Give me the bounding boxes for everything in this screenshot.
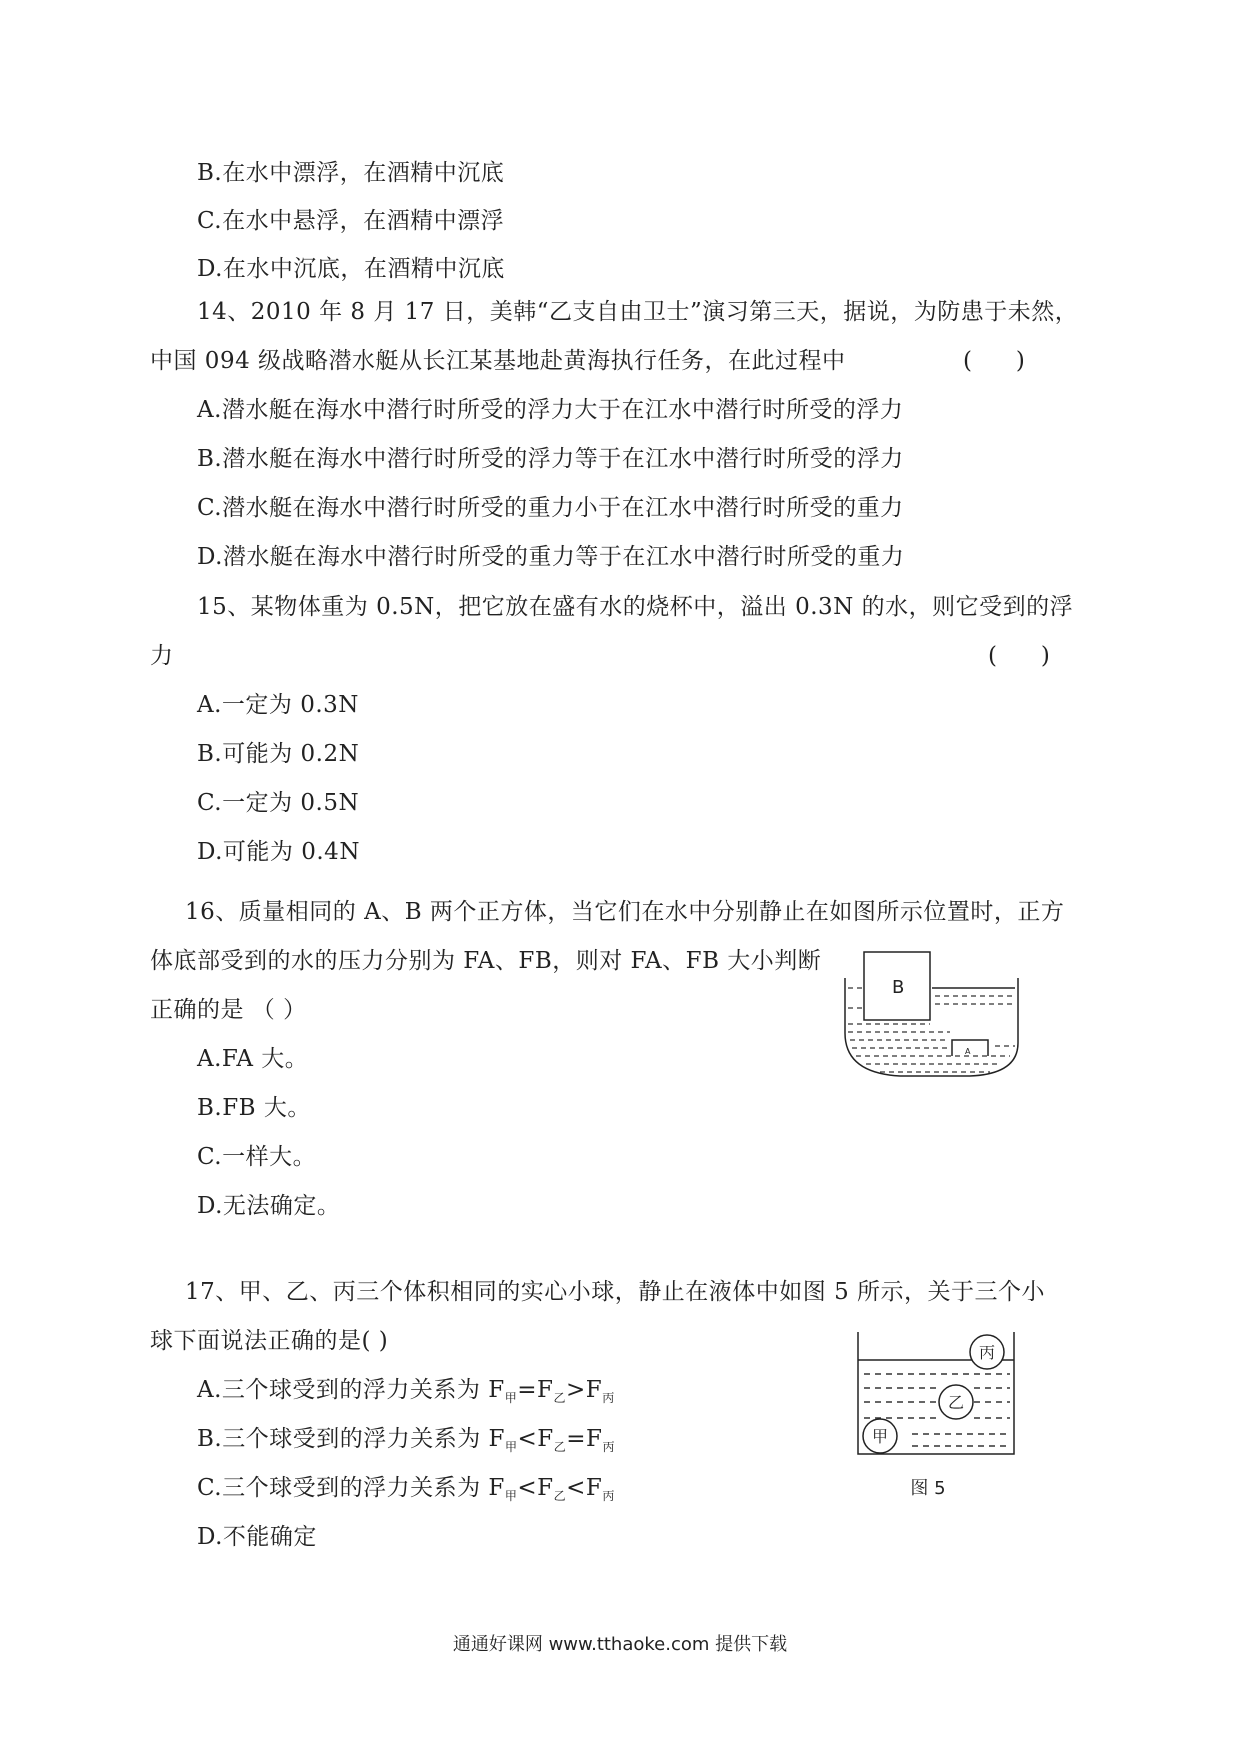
q17-option-b: B.三个球受到的浮力关系为 $F_甲<F_乙=F_丙$ (197, 1426, 615, 1454)
page-footer: 通通好课网 www.tthaoke.com 提供下载 (452, 1634, 788, 1655)
q14-stem-line1: 14、2010 年 8 月 17 日，美韩“乙支自由卫士”演习第三天，据说，为防患于未然， (197, 299, 1079, 325)
q17-option-d: D.不能确定 (197, 1524, 317, 1550)
q14-option-d: D.潜水艇在海水中潜行时所受的重力等于在江水中潜行时所受的重力 (197, 544, 905, 570)
q15-option-d: D.可能为 0.4N (197, 839, 360, 865)
cube-b-label: B (892, 977, 905, 998)
q13-option-b: B.在水中漂浮，在酒精中沉底 (197, 160, 505, 186)
q17-option-a: A.三个球受到的浮力关系为 $F_甲=F_乙>F_丙$ (197, 1377, 615, 1405)
q13-option-d: D.在水中沉底，在酒精中沉底 (197, 256, 505, 282)
q16-stem-line2: 体底部受到的水的压力分别为 FA、FB，则对 FA、FB 大小判断 (150, 948, 822, 974)
q15-stem-line1: 15、某物体重为 0.5N，把它放在盛有水的烧杯中，溢出 0.3N 的水，则它受到的浮 (197, 594, 1074, 620)
q14-option-a: A.潜水艇在海水中潜行时所受的浮力大于在江水中潜行时所受的浮力 (197, 397, 904, 423)
q17-stem-line2: 球下面说法正确的是( ) (150, 1328, 389, 1354)
ball-bing-label: 丙 (978, 1343, 996, 1362)
ball-yi-label: 乙 (947, 1393, 965, 1412)
q15-option-c: C.一定为 0.5N (197, 790, 360, 816)
q14-answer-paren: ( ) (963, 348, 1025, 374)
cube-a-label: A (965, 1047, 971, 1056)
q17-figure (850, 1326, 1020, 1506)
figure-5-caption: 图 5 (910, 1478, 946, 1499)
ball-jia-label: 甲 (871, 1427, 889, 1446)
q17-stem-line1: 17、甲、乙、丙三个体积相同的实心小球，静止在液体中如图 5 所示，关于三个小 (185, 1279, 1046, 1305)
q15-option-a: A.一定为 0.3N (197, 692, 359, 718)
q15-option-b: B.可能为 0.2N (197, 741, 360, 767)
q16-option-d: D.无法确定。 (197, 1193, 341, 1219)
q16-stem-line1: 16、质量相同的 A、B 两个正方体，当它们在水中分别静止在如图所示位置时，正方 (185, 899, 1065, 925)
q16-option-a: A.FA 大。 (197, 1046, 309, 1072)
q14-option-c: C.潜水艇在海水中潜行时所受的重力小于在江水中潜行时所受的重力 (197, 495, 904, 521)
q14-stem-line2: 中国 094 级战略潜水艇从长江某基地赴黄海执行任务，在此过程中 (150, 348, 846, 374)
q16-figure (840, 948, 1030, 1088)
q15-stem-line2: 力 (150, 643, 174, 669)
q16-option-b: B.FB 大。 (197, 1095, 311, 1121)
q15-answer-paren: ( ) (988, 643, 1050, 669)
q14-option-b: B.潜水艇在海水中潜行时所受的浮力等于在江水中潜行时所受的浮力 (197, 446, 904, 472)
q13-option-c: C.在水中悬浮，在酒精中漂浮 (197, 208, 505, 234)
q17-option-c: C.三个球受到的浮力关系为 $F_甲<F_乙<F_丙$ (197, 1475, 615, 1503)
q16-stem-line3: 正确的是 （ ） (150, 997, 307, 1023)
q16-option-c: C.一样大。 (197, 1144, 317, 1170)
